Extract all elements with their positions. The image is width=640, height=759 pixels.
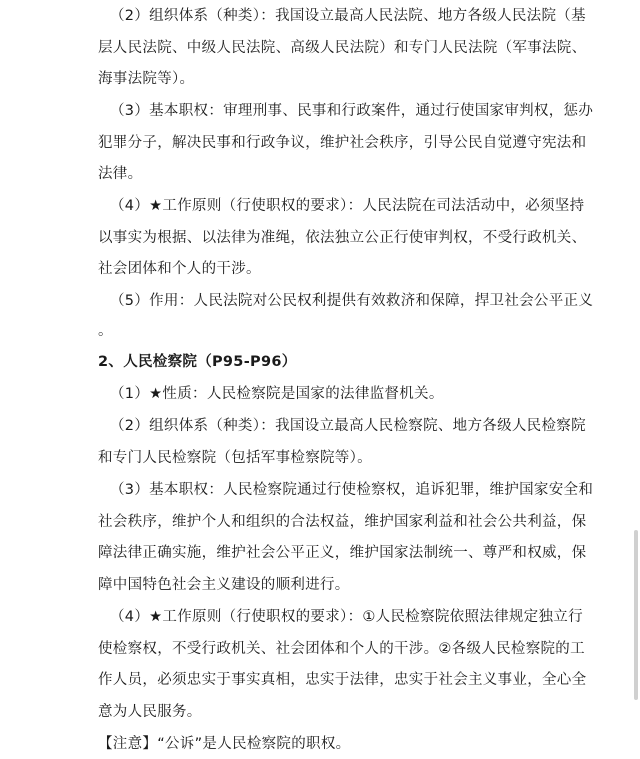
paragraph-line: 犯罪分子，解决民事和行政争议，维护社会秩序，引导公民自觉遵守宪法和 bbox=[98, 135, 587, 151]
paragraph-line: （1）★性质：人民检察院是国家的法律监督机关。 bbox=[110, 386, 444, 402]
paragraph-line: 作人员，必须忠实于事实真相，忠实于法律，忠实于社会主义事业，全心全 bbox=[98, 672, 587, 688]
paragraph-line: 以事实为根据、以法律为准绳，依法独立公正行使审判权，不受行政机关、 bbox=[98, 230, 587, 246]
paragraph-line: 层人民法院、中级人民法院、高级人民法院）和专门人民法院（军事法院、 bbox=[98, 40, 587, 56]
paragraph-line: 意为人民服务。 bbox=[98, 704, 202, 720]
paragraph-line: 使检察权，不受行政机关、社会团体和个人的干涉。②各级人民检察院的工 bbox=[98, 641, 585, 657]
note-line: 【注意】“公诉”是人民检察院的职权。 bbox=[98, 736, 351, 752]
section-heading: 2、人民检察院（P95-P96） bbox=[98, 354, 297, 370]
paragraph-line: （4）★工作原则（行使职权的要求）：人民法院在司法活动中，必须坚持 bbox=[110, 198, 585, 214]
scrollbar-thumb[interactable] bbox=[634, 530, 638, 700]
paragraph-line: 社会团体和个人的干涉。 bbox=[98, 261, 261, 277]
paragraph-line: （3）基本职权：人民检察院通过行使检察权，追诉犯罪，维护国家安全和 bbox=[110, 482, 594, 498]
paragraph-line: （4）★工作原则（行使职权的要求）：①人民检察院依照法律规定独立行 bbox=[110, 609, 583, 625]
paragraph-line: （5）作用：人民法院对公民权利提供有效救济和保障，捍卫社会公平正义 bbox=[110, 293, 594, 309]
paragraph-line: 和专门人民检察院（包括军事检察院等）。 bbox=[98, 450, 372, 466]
paragraph-line: 障法律正确实施，维护社会公平正义，维护国家法制统一、尊严和权威，保 bbox=[98, 545, 587, 561]
paragraph-line: 海事法院等）。 bbox=[98, 71, 195, 87]
paragraph-line: 障中国特色社会主义建设的顺利进行。 bbox=[98, 577, 350, 593]
paragraph-line: （2）组织体系（种类）：我国设立最高人民检察院、地方各级人民检察院 bbox=[110, 418, 586, 434]
paragraph-line: 社会秩序，维护个人和组织的合法权益，维护国家利益和社会公共利益，保 bbox=[98, 514, 587, 530]
paragraph-line: 法律。 bbox=[98, 166, 143, 182]
paragraph-line: （2）组织体系（种类）：我国设立最高人民法院、地方各级人民法院（基 bbox=[110, 8, 586, 24]
paragraph-line: （3）基本职权：审理刑事、民事和行政案件，通过行使国家审判权，惩办 bbox=[110, 103, 594, 119]
paragraph-line: 。 bbox=[98, 323, 113, 339]
